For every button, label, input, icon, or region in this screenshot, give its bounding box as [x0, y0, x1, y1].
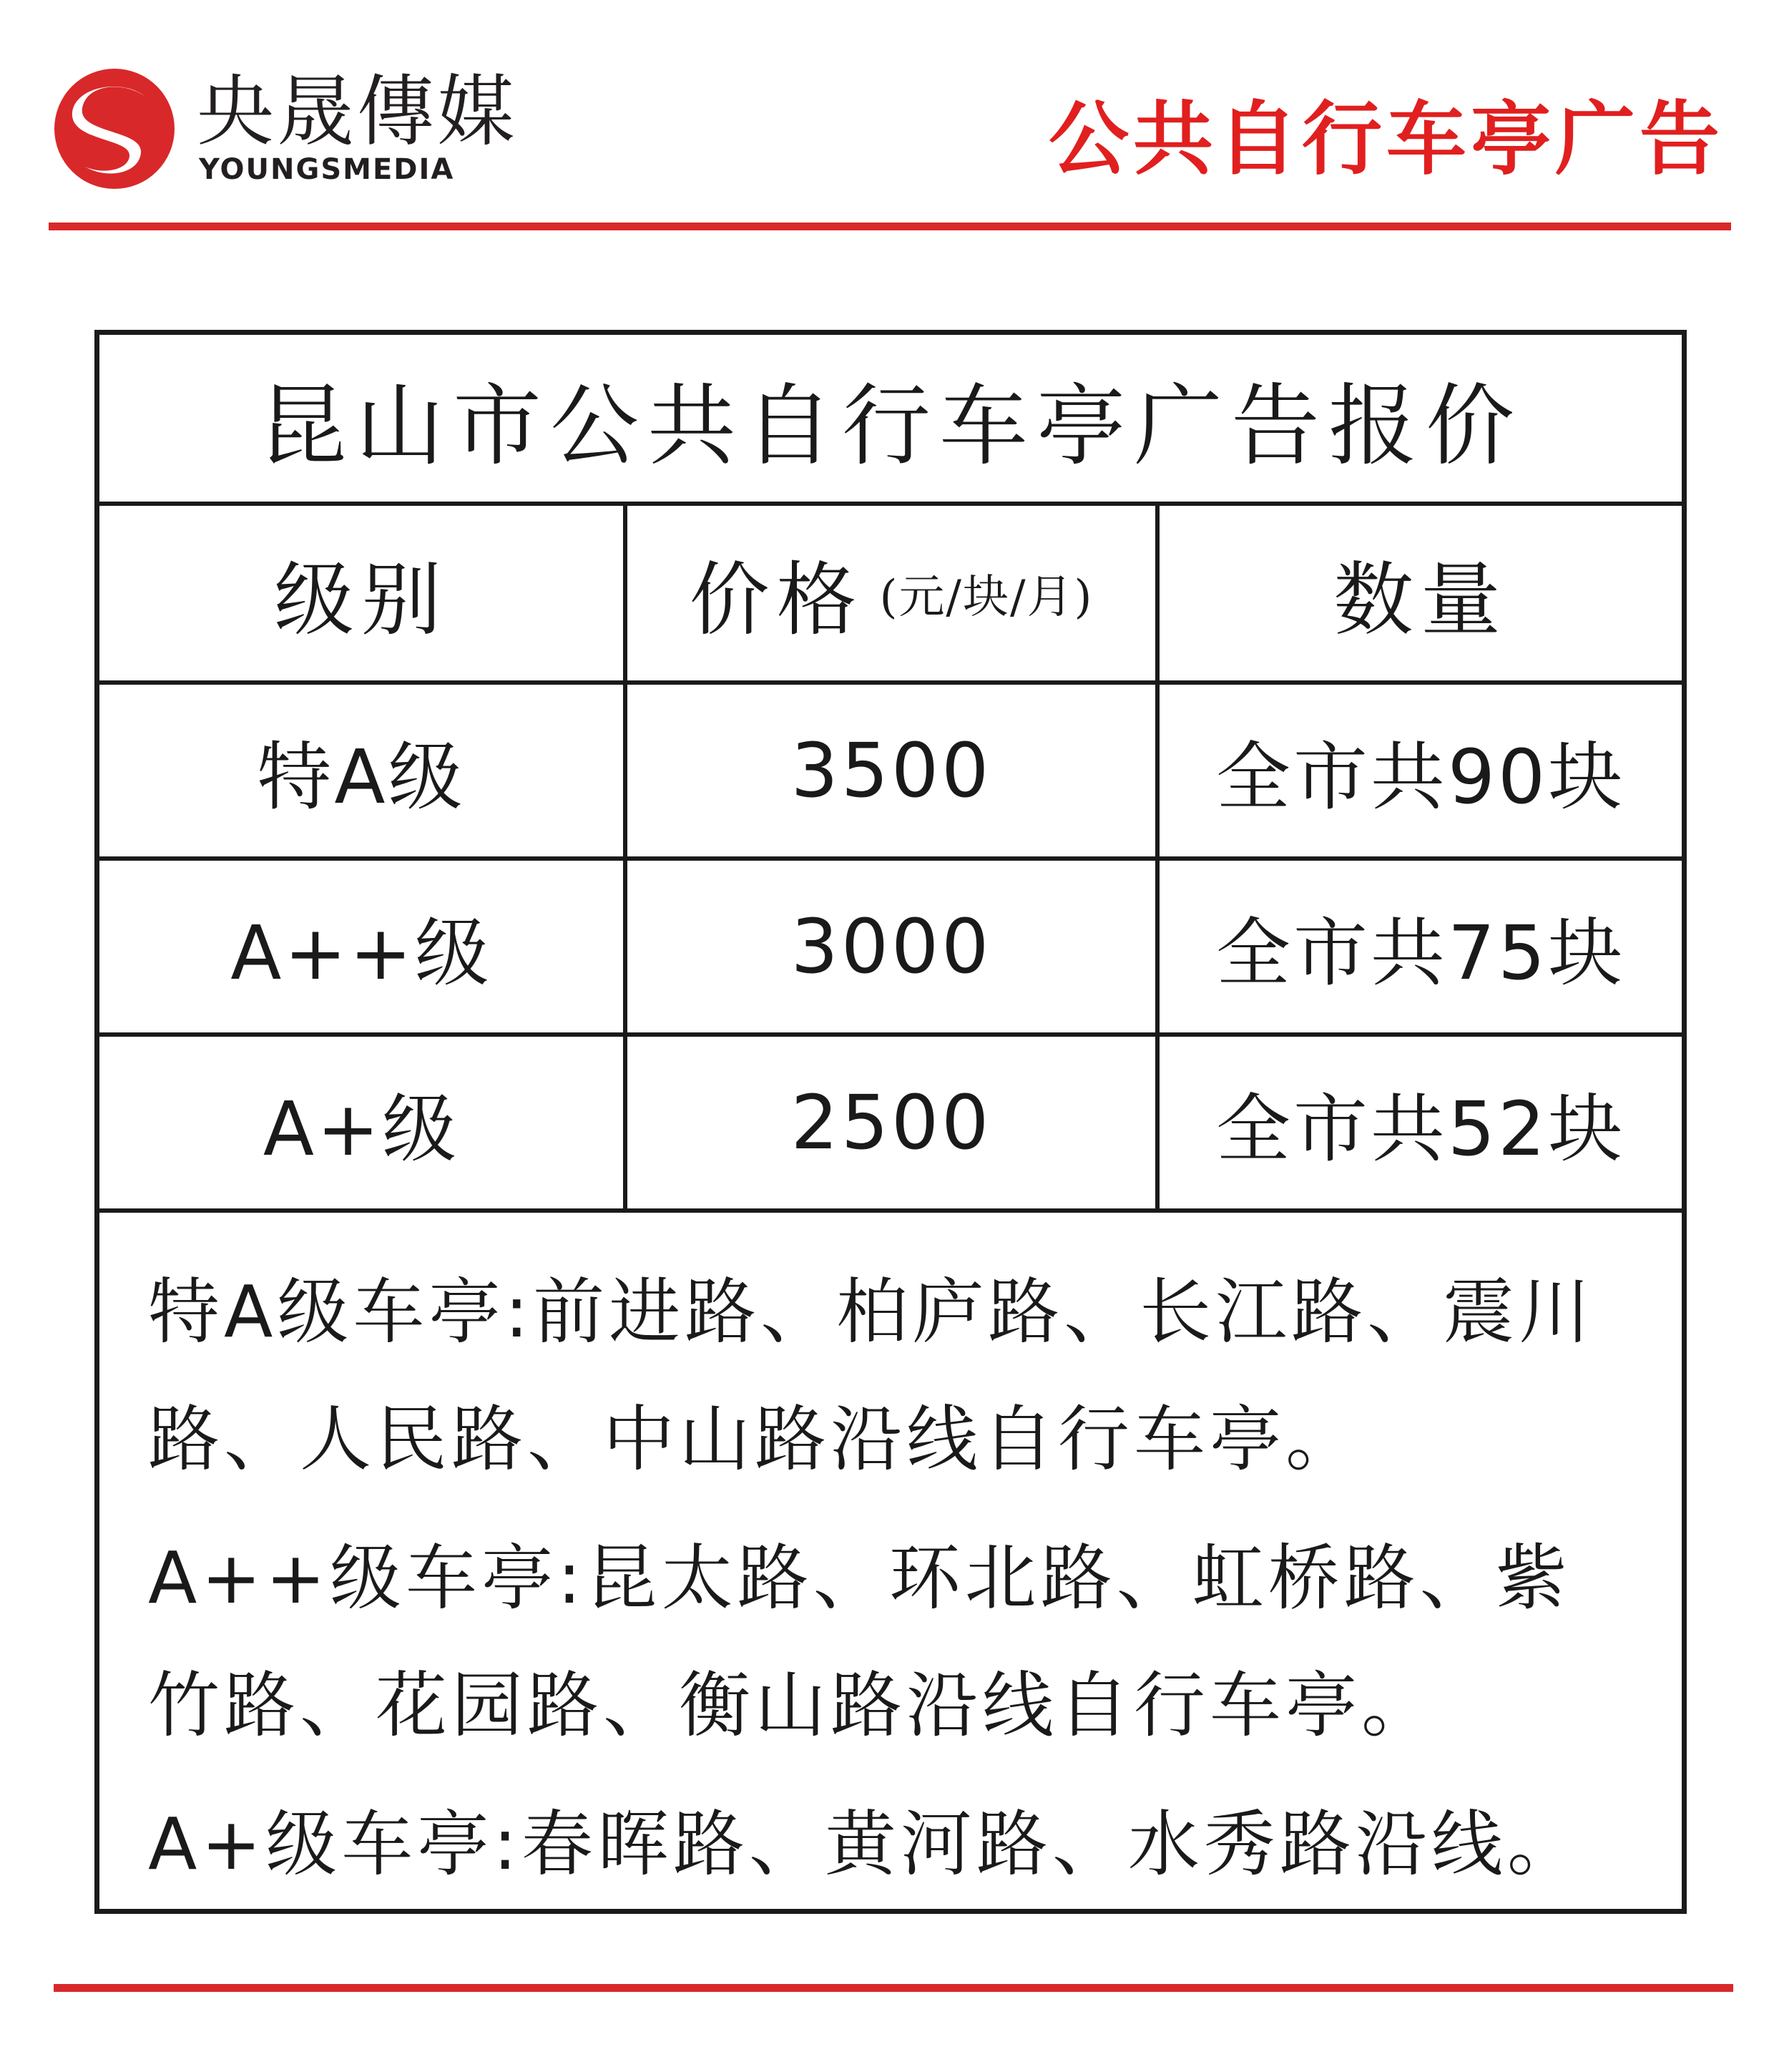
note-item: A+级车亭:春晖路、黄河路、水秀路沿线。 [148, 1802, 1583, 1886]
row-level: A++级 [99, 861, 627, 1032]
brand-name-en: YOUNGSMEDIA [199, 153, 455, 186]
table-row [99, 861, 1682, 1037]
header-title: 公共自行车亭广告 [1049, 93, 1724, 186]
brand-logo [54, 68, 569, 190]
column-header-price [627, 506, 1160, 680]
row-level: A+级 [99, 1037, 627, 1208]
row-level: 特A级 [99, 685, 627, 856]
row-price: 3500 [627, 685, 1160, 856]
table-title: 昆山市公共自行车亭广告报价 [99, 335, 1682, 506]
table-row [99, 1037, 1682, 1213]
row-price: 3000 [627, 861, 1160, 1032]
row-quantity: 全市共90块 [1215, 733, 1626, 821]
price-table [94, 330, 1687, 1914]
column-header-quantity: 数量 [1333, 553, 1508, 647]
price-unit: (元/块/月) [879, 571, 1094, 624]
brand-name-cn: 央晟傳媒 [197, 67, 518, 157]
table-header-row [99, 506, 1682, 685]
note-item: 特A级车亭:前进路、柏庐路、长江路、震川路、人民路、中山路沿线自行车亭。 [148, 1270, 1595, 1481]
column-header-price-label: 价格 [689, 553, 864, 647]
row-price: 2500 [627, 1037, 1160, 1208]
note-item: A++级车亭:昆太路、环北路、虹桥路、紫竹路、花园路、衡山路沿线自行车亭。 [148, 1536, 1572, 1747]
column-header-level: 级别 [99, 506, 627, 680]
row-quantity: 全市共75块 [1215, 909, 1626, 997]
row-quantity: 全市共52块 [1215, 1085, 1626, 1173]
bottom-divider [54, 1984, 1733, 1992]
s-swirl-logo-icon [54, 68, 175, 190]
top-divider [49, 223, 1731, 230]
page-header [0, 0, 1774, 236]
table-row [99, 685, 1682, 861]
table-notes [99, 1213, 1682, 1908]
